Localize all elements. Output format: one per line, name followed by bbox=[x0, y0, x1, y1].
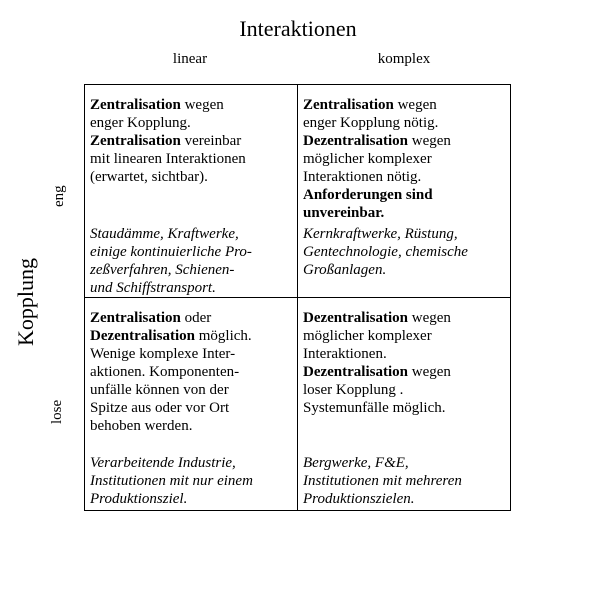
line-text: vereinbar bbox=[180, 133, 242, 149]
cell-line bbox=[90, 417, 292, 435]
bold-term: Dezentralisation bbox=[90, 328, 195, 344]
row-label-loose: lose bbox=[49, 399, 65, 424]
cell-line bbox=[303, 309, 505, 327]
line-text: Spitze aus oder vor Ort bbox=[90, 400, 230, 416]
cell-line bbox=[303, 399, 505, 417]
cell-line bbox=[303, 168, 505, 186]
column-label-complex: komplex bbox=[377, 51, 431, 67]
cell-loose-complex bbox=[298, 298, 510, 510]
line-text: (erwartet, sichtbar). bbox=[90, 169, 208, 185]
bold-term: Zentralisation bbox=[90, 310, 181, 326]
cell-line bbox=[303, 150, 505, 168]
coupling-interaction-matrix bbox=[84, 84, 511, 511]
line-text: Systemunfälle möglich. bbox=[303, 400, 446, 416]
cell-line bbox=[90, 114, 292, 132]
line-text: aktionen. Komponenten- bbox=[90, 364, 240, 380]
cell-line bbox=[303, 114, 505, 132]
cell-tight-linear bbox=[85, 85, 298, 298]
line-text: wegen bbox=[407, 310, 451, 326]
cell-line bbox=[90, 168, 292, 186]
line-text: oder bbox=[180, 310, 212, 326]
bold-term: Dezentralisation bbox=[303, 364, 408, 380]
line-text: Interaktionen. bbox=[303, 346, 387, 362]
line-text: unfälle können von der bbox=[90, 382, 229, 398]
bold-term: Dezentralisation bbox=[303, 133, 408, 149]
cell-line bbox=[303, 345, 505, 363]
coupling-title: Kopplung bbox=[13, 258, 38, 346]
line-text: enger Kopplung. bbox=[90, 115, 191, 131]
cell-tight-complex-examples: Kernkraftwerke, Rüstung, Gentechnologie, chemische Großanlagen. bbox=[303, 226, 468, 278]
cell-line bbox=[90, 150, 292, 168]
line-text: möglich. bbox=[194, 328, 252, 344]
cell-line bbox=[303, 204, 505, 222]
line-text: loser Kopplung . bbox=[303, 382, 404, 398]
cell-line bbox=[90, 345, 292, 363]
bold-term: Zentralisation bbox=[90, 133, 181, 149]
bold-term: Anforderungen sind bbox=[303, 187, 433, 203]
cell-loose-linear-examples: Verarbeitende Industrie, Institutionen mit nur einem Produktionsziel. bbox=[90, 455, 253, 507]
cell-tight-complex-text bbox=[303, 96, 505, 222]
line-text: wegen bbox=[180, 97, 224, 113]
cell-line bbox=[90, 309, 292, 327]
cell-line bbox=[303, 96, 505, 114]
line-text: enger Kopplung nötig. bbox=[303, 115, 439, 131]
cell-line bbox=[303, 186, 505, 204]
cell-line bbox=[303, 132, 505, 150]
cell-line bbox=[90, 327, 292, 345]
cell-tight-linear-text bbox=[90, 96, 292, 186]
cell-loose-complex-examples: Bergwerke, F&E, Institutionen mit mehreren Produktionszielen. bbox=[303, 455, 462, 507]
bold-term: Dezentralisation bbox=[303, 310, 408, 326]
line-text: behoben werden. bbox=[90, 418, 193, 434]
cell-line bbox=[303, 363, 505, 381]
line-text: mit linearen Interaktionen bbox=[90, 151, 246, 167]
line-text: Interaktionen nötig. bbox=[303, 169, 422, 185]
line-text: möglicher komplexer bbox=[303, 151, 432, 167]
cell-line bbox=[303, 327, 505, 345]
cell-loose-linear bbox=[85, 298, 298, 510]
cell-loose-complex-text bbox=[303, 309, 505, 417]
cell-line bbox=[90, 132, 292, 150]
cell-line bbox=[90, 363, 292, 381]
line-text: wegen bbox=[407, 364, 451, 380]
row-label-tight: eng bbox=[51, 185, 67, 207]
cell-tight-linear-examples: Staudämme, Kraftwerke, einige kontinuierliche Pro- zeßverfahren, Schienen- und Schiffstransport. bbox=[90, 226, 252, 296]
line-text: Wenige komplexe Inter- bbox=[90, 346, 236, 362]
cell-tight-complex bbox=[298, 85, 510, 298]
bold-term: Zentralisation bbox=[90, 97, 181, 113]
cell-line bbox=[303, 381, 505, 399]
line-text: wegen bbox=[407, 133, 451, 149]
column-label-linear: linear bbox=[172, 51, 208, 67]
bold-term: Zentralisation bbox=[303, 97, 394, 113]
cell-line bbox=[90, 381, 292, 399]
bold-term: unvereinbar. bbox=[303, 205, 385, 221]
interactions-title: Interaktionen bbox=[239, 16, 357, 41]
cell-line bbox=[90, 96, 292, 114]
cell-line bbox=[90, 399, 292, 417]
line-text: wegen bbox=[393, 97, 437, 113]
line-text: möglicher komplexer bbox=[303, 328, 432, 344]
cell-loose-linear-text bbox=[90, 309, 292, 435]
